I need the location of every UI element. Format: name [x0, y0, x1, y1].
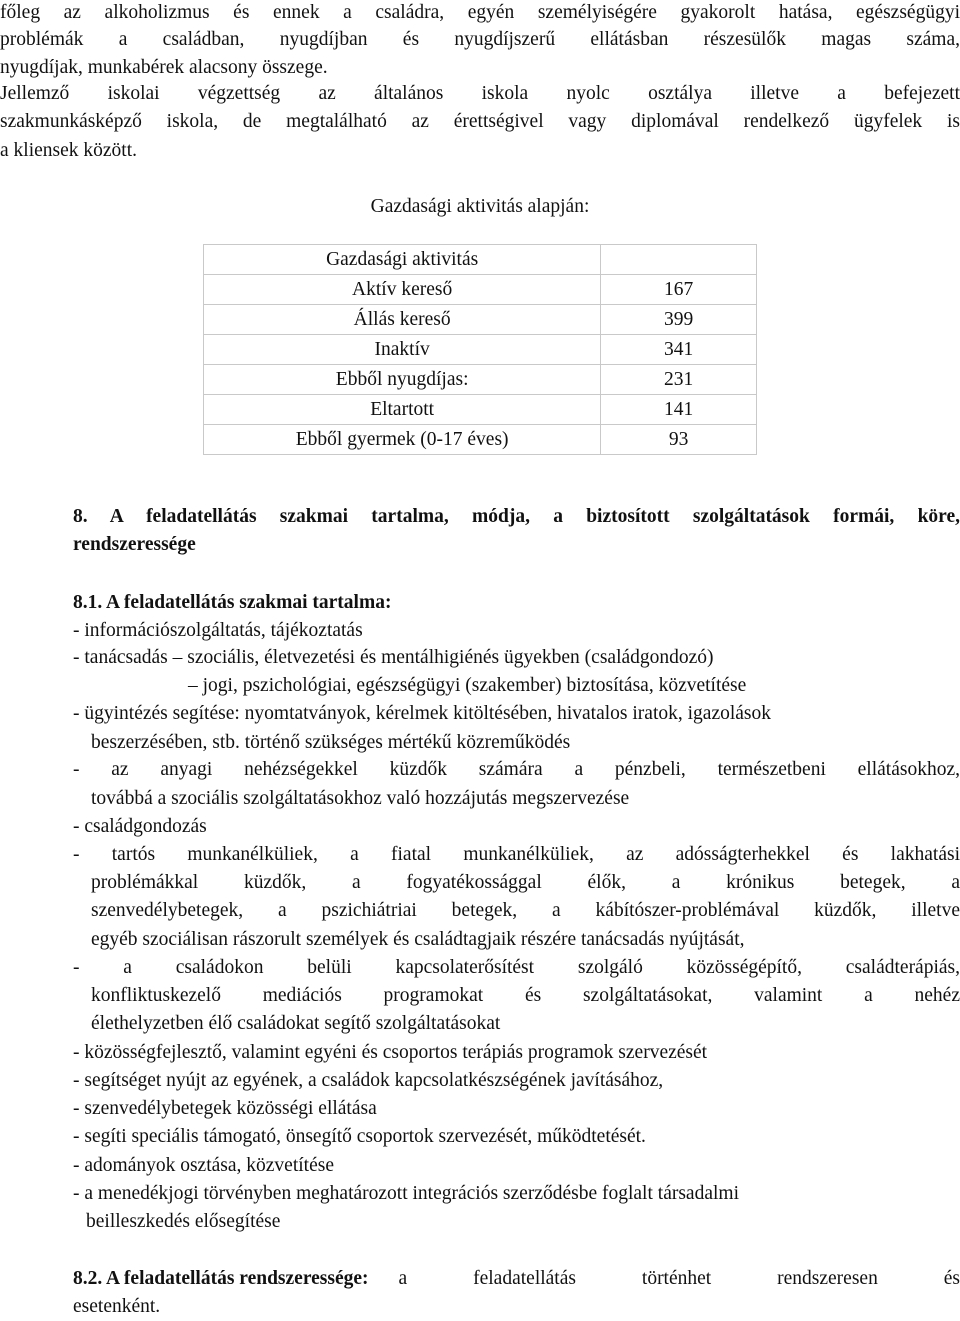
economic-activity-table — [203, 244, 757, 455]
table-header-empty-cell — [601, 245, 757, 275]
table-cell-label: Eltartott — [204, 395, 601, 425]
list-item: - családgondozás — [73, 816, 207, 837]
section-8-2-line — [73, 1265, 960, 1293]
intro-line-4: Jellemző iskolai végzettség az általános iskola nyolc osztálya illetve a befejezett — [0, 83, 960, 104]
table-row — [204, 335, 757, 365]
list-item: - segíti speciális támogató, önsegítő csoportok szervezését, működtetését. — [73, 1126, 646, 1147]
list-item-continuation: beszerzésében, stb. történő szükséges mértékű közreműködés — [91, 732, 571, 753]
table-cell-value: 141 — [601, 395, 757, 425]
table-row — [204, 425, 757, 455]
list-item-continuation: problémákkal küzdők, a fogyatékossággal élők, a krónikus betegek, a — [91, 872, 960, 893]
list-item: - tartós munkanélküliek, a fiatal munkanélküliek, az adósságterhekkel és lakhatási — [73, 844, 960, 865]
table-row — [204, 395, 757, 425]
list-item: - adományok osztása, közvetítése — [73, 1155, 334, 1176]
list-item: - közösségfejlesztő, valamint egyéni és csoportos terápiás programok szervezését — [73, 1042, 708, 1063]
list-item-continuation: élethelyzetben élő családokat segítő szolgáltatásokat — [91, 1013, 501, 1034]
section-8-2-text: a feladatellátás történhet rendszeresen és — [398, 1268, 960, 1289]
table-cell-value: 167 — [601, 275, 757, 305]
table-header-cell: Gazdasági aktivitás — [204, 245, 601, 275]
table-cell-label: Ebből nyugdíjas: — [204, 365, 601, 395]
intro-line-5: szakmunkásképző iskola, de megtalálható az érettségivel vagy diplomával rendelkező ügyfelek is — [0, 111, 960, 132]
list-item: - a családokon belüli kapcsolaterősítést szolgáló közösségépítő, családterápiás, — [73, 957, 960, 978]
table-cell-value: 231 — [601, 365, 757, 395]
section-8-1-heading: 8.1. A feladatellátás szakmai tartalma: — [73, 592, 392, 613]
table-caption: Gazdasági aktivitás alapján: — [370, 196, 590, 217]
table-row — [204, 275, 757, 305]
section-8-heading-line-1: 8. A feladatellátás szakmai tartalma, módja, a biztosított szolgáltatások formái, köre, — [73, 506, 960, 527]
list-item-continuation: egyéb szociálisan rászorult személyek és családtagjaik részére tanácsadás nyújtását, — [91, 929, 745, 950]
list-item: - az anyagi nehézségekkel küzdők számára a pénzbeli, természetbeni ellátásokhoz, — [73, 759, 960, 780]
section-8-2-heading: 8.2. A feladatellátás rendszeressége: — [73, 1268, 369, 1289]
section-8-2-text-continuation: esetenként. — [73, 1296, 161, 1317]
intro-line-2: problémák a családban, nyugdíjban és nyugdíjszerű ellátásban részesülők magas száma, — [0, 29, 960, 50]
list-item: - információszolgáltatás, tájékoztatás — [73, 620, 363, 641]
table-row — [204, 365, 757, 395]
table-cell-label: Ebből gyermek (0-17 éves) — [204, 425, 601, 455]
list-item: - tanácsadás – szociális, életvezetési és mentálhigiénés ügyekben (családgondozó) — [73, 647, 714, 668]
table-header-row — [204, 245, 757, 275]
table-cell-value: 399 — [601, 305, 757, 335]
table-cell-value: 341 — [601, 335, 757, 365]
list-item-continuation: konfliktuskezelő mediációs programokat és szolgáltatásokat, valamint a nehéz — [91, 985, 960, 1006]
list-item-continuation: továbbá a szociális szolgáltatásokhoz való hozzájutás megszervezése — [91, 788, 630, 809]
list-item: - szenvedélybetegek közösségi ellátása — [73, 1098, 377, 1119]
intro-line-6: a kliensek között. — [0, 140, 138, 161]
intro-line-1: főleg az alkoholizmus és ennek a családra, egyén személyiségére gyakorolt hatása, egészségügyi — [0, 2, 960, 23]
table-cell-label: Inaktív — [204, 335, 601, 365]
list-item-continuation: – jogi, pszichológiai, egészségügyi (szakember) biztosítása, közvetítése — [188, 675, 747, 696]
list-item-continuation: beilleszkedés elősegítése — [86, 1211, 281, 1232]
table-cell-label: Aktív kereső — [204, 275, 601, 305]
list-item: - a menedékjogi törvényben meghatározott integrációs szerződésbe foglalt társadalmi — [73, 1183, 739, 1204]
section-8-heading-line-2: rendszeressége — [73, 534, 196, 555]
table-cell-value: 93 — [601, 425, 757, 455]
intro-line-3: nyugdíjak, munkabérek alacsony összege. — [0, 57, 328, 78]
table-row — [204, 305, 757, 335]
list-item: - ügyintézés segítése: nyomtatványok, kérelmek kitöltésében, hivatalos iratok, igazolások — [73, 703, 772, 724]
table-cell-label: Állás kereső — [204, 305, 601, 335]
list-item-continuation: szenvedélybetegek, a pszichiátriai betegek, a kábítószer-problémával küzdők, illetve — [91, 900, 960, 921]
list-item: - segítséget nyújt az egyének, a családok kapcsolatkészségének javításához, — [73, 1070, 664, 1091]
